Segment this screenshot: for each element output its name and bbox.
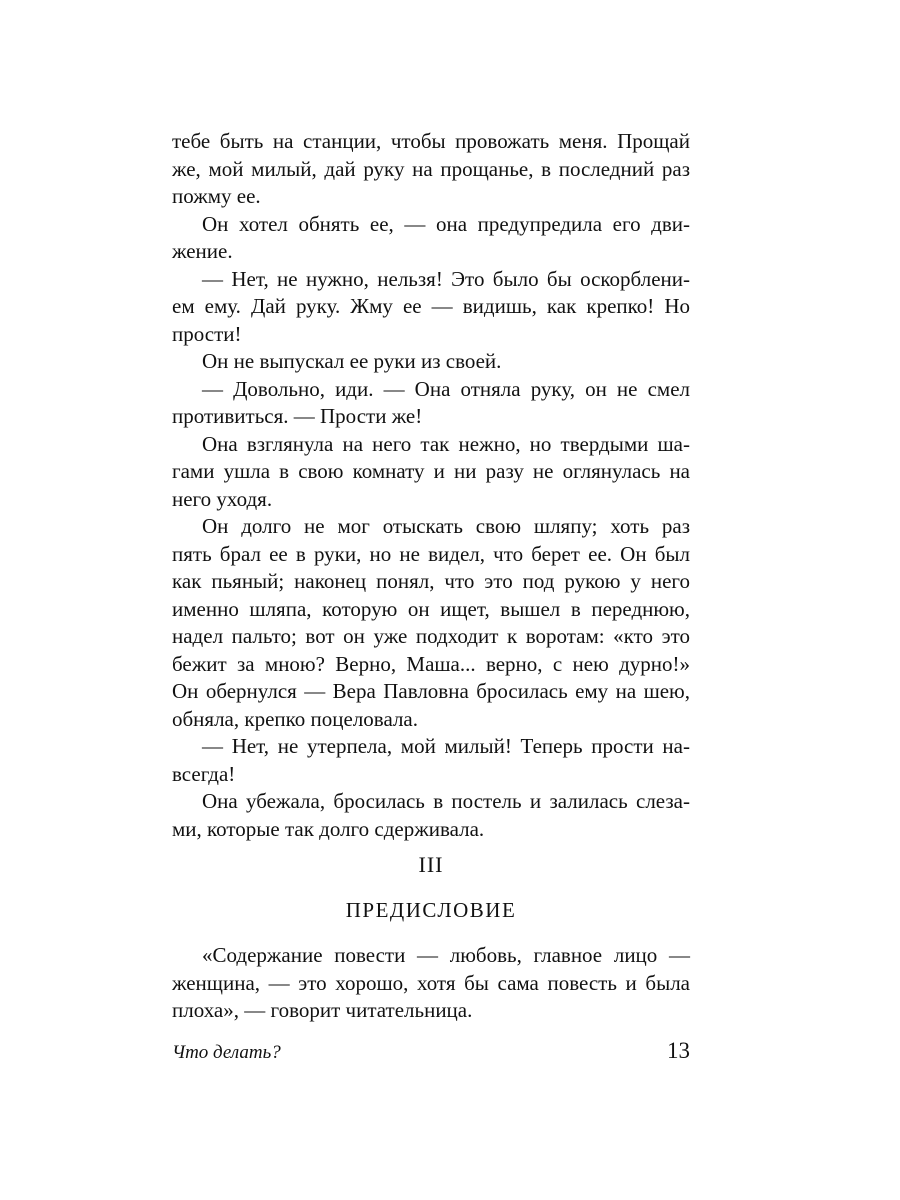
text-line: Он долго не мог отыскать свою шляпу; хоть раз bbox=[202, 514, 690, 538]
text-line: — Нет, не утерпела, мой милый! Теперь прости на- bbox=[202, 734, 690, 758]
text-line: женщина, — это хорошо, хотя бы сама повесть и была bbox=[172, 970, 690, 995]
text-line: как пьяный; наконец понял, что это под рукою у него bbox=[172, 569, 690, 593]
text-line: жение. bbox=[172, 239, 233, 263]
text-line: ми, которые так долго сдерживала. bbox=[172, 816, 485, 841]
chapter-title: ПРЕДИСЛОВИЕ bbox=[345, 898, 517, 922]
text-line: него уходя. bbox=[172, 486, 273, 511]
text-line: плоха», — говорит читательница. bbox=[172, 998, 473, 1022]
body-text bbox=[172, 128, 690, 843]
text-line: бежит за мною? Верно, Маша... верно, с нею дурно!» bbox=[172, 651, 690, 676]
text-line: Она взглянула на него так нежно, но твердыми ша- bbox=[202, 431, 690, 456]
text-line: прости! bbox=[172, 321, 242, 346]
text-line: — Довольно, иди. — Она отняла руку, он не смел bbox=[202, 376, 690, 401]
text-line: Он обернулся — Вера Павловна бросилась ему на шею, bbox=[172, 679, 690, 703]
text-line: пять брал ее в руки, но не видел, что берет ее. Он был bbox=[172, 541, 690, 566]
text-line: противиться. — Прости же! bbox=[172, 404, 423, 428]
text-line: именно шляпа, которую он ищет, вышел в переднюю, bbox=[172, 596, 690, 621]
text-line: же, мой милый, дай руку на прощанье, в последний раз bbox=[172, 156, 690, 181]
chapter-body-text bbox=[172, 942, 690, 1025]
text-line: всегда! bbox=[172, 761, 236, 786]
text-line: обняла, крепко поцеловала. bbox=[172, 706, 419, 731]
page-number: 13 bbox=[667, 1038, 690, 1063]
text-line: Он не выпускал ее руки из своей. bbox=[202, 349, 502, 373]
chapter-number: III bbox=[418, 852, 444, 877]
text-line: гами ушла в свою комнату и ни разу не оглянулась на bbox=[172, 459, 690, 483]
text-line: пожму ее. bbox=[172, 184, 261, 208]
text-line: надел пальто; вот он уже подходит к воротам: «кто это bbox=[172, 624, 690, 648]
text-line: тебе быть на станции, чтобы провожать меня. Прощай bbox=[172, 129, 690, 153]
text-line: «Содержание повести — любовь, главное лицо — bbox=[202, 943, 690, 967]
text-line: ем ему. Дай руку. Жму ее — видишь, как крепко! Но bbox=[172, 294, 690, 318]
text-line: — Нет, не нужно, нельзя! Это было бы оскорблени- bbox=[202, 266, 690, 291]
running-title: Что делать? bbox=[172, 1042, 281, 1063]
text-line: Он хотел обнять ее, — она предупредила его дви- bbox=[202, 211, 690, 236]
text-line: Она убежала, бросилась в постель и залилась слеза- bbox=[202, 789, 690, 813]
